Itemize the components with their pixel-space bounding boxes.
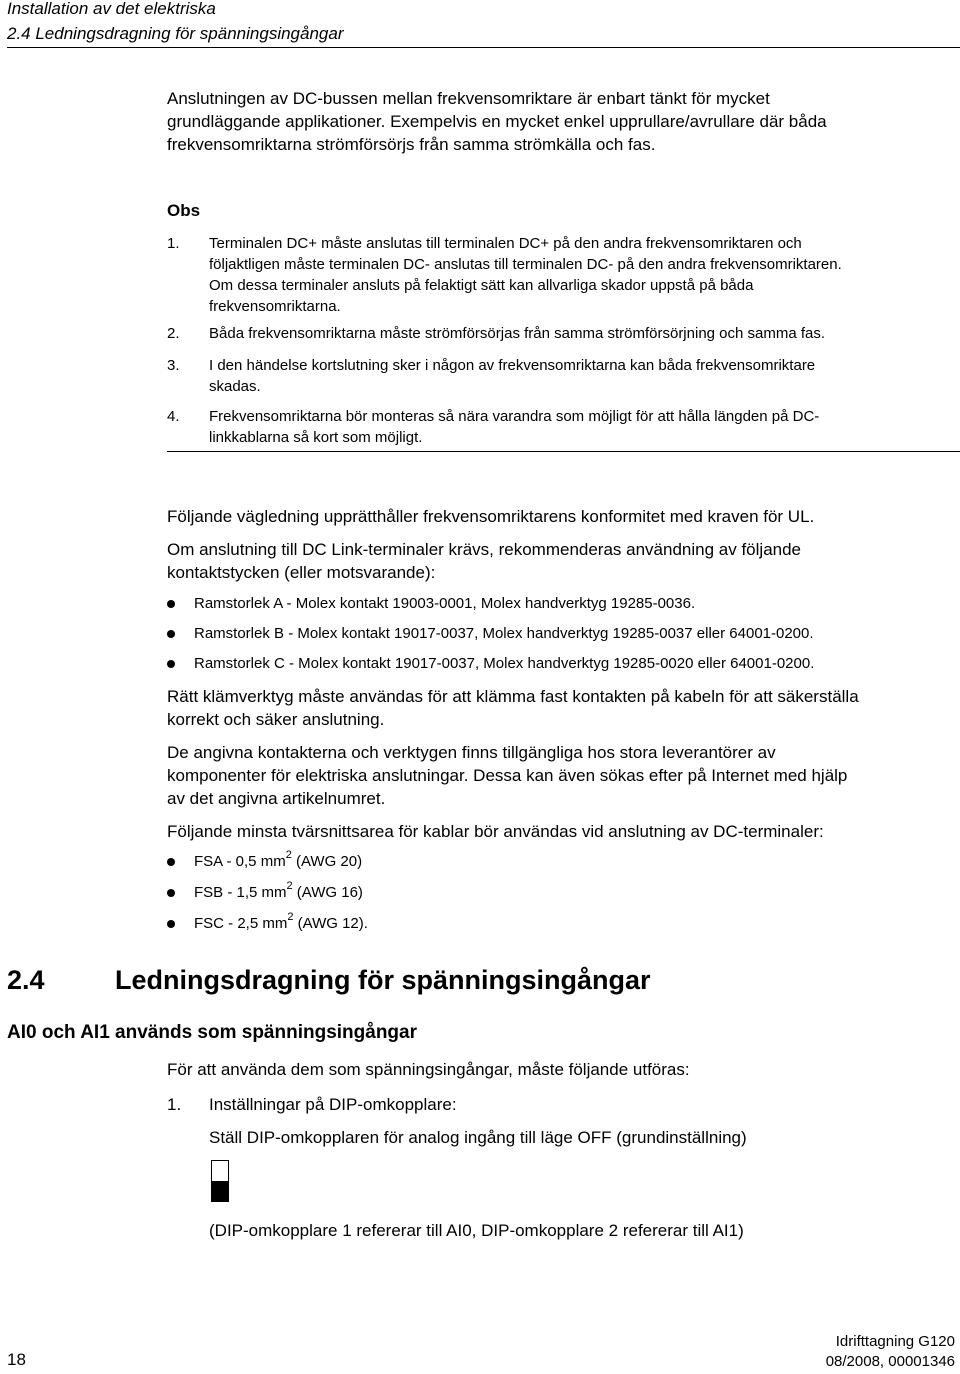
cable-item xyxy=(194,851,362,872)
cable-size: FSC - 2,5 mm xyxy=(194,915,288,932)
section-number: 2.4 xyxy=(7,965,45,995)
subheading: AI0 och AI1 används som spänningsingångar xyxy=(7,1022,417,1043)
obs-divider xyxy=(167,451,960,452)
cable-awg: (AWG 12). xyxy=(293,915,368,932)
crimp-tool-paragraph xyxy=(167,685,859,731)
obs-item-line: Frekvensomriktarna bör monteras så nära varandra som möjligt för att hålla längden på DC- xyxy=(209,408,820,425)
page-number: 18 xyxy=(7,1350,26,1369)
cable-unit-exponent: 2 xyxy=(285,849,292,861)
obs-item-number: 1. xyxy=(167,235,180,252)
connectors-intro-line: kontaktstycken (eller motsvarande): xyxy=(167,563,436,582)
bullet-icon xyxy=(167,660,175,668)
step-number: 1. xyxy=(167,1095,182,1114)
running-header-section: 2.4 Ledningsdragning för spänningsingångar xyxy=(7,24,344,43)
bullet-icon xyxy=(167,889,175,897)
obs-item-line: linkkablarna så kort som möjligt. xyxy=(209,429,423,446)
cable-awg: (AWG 16) xyxy=(292,884,363,901)
step-label: Inställningar på DIP-omkopplare: xyxy=(209,1095,457,1114)
crimp-line: korrekt och säker anslutning. xyxy=(167,710,385,729)
obs-item-line: följaktligen måste terminalen DC- anslutas till terminalen DC- på den andra frekvensomriktaren. xyxy=(209,256,842,273)
availability-paragraph xyxy=(167,741,847,810)
obs-title: Obs xyxy=(167,201,201,220)
obs-item-2 xyxy=(167,323,947,344)
cable-item xyxy=(194,913,368,934)
dip-switch-icon xyxy=(211,1160,229,1202)
intro-line: frekvensomriktarna strömförsörjs från samma strömkälla och fas. xyxy=(167,135,656,154)
obs-item-number: 4. xyxy=(167,408,180,425)
connectors-intro-line: Om anslutning till DC Link-terminaler krävs, rekommenderas användning av följande xyxy=(167,540,802,559)
cable-unit-exponent: 2 xyxy=(286,880,293,892)
obs-item-line: frekvensomriktarna. xyxy=(209,298,341,315)
dip-note: (DIP-omkopplare 1 refererar till AI0, DIP-omkopplare 2 refererar till AI1) xyxy=(209,1221,744,1240)
header-divider xyxy=(7,47,960,48)
running-header-chapter: Installation av det elektriska xyxy=(7,0,216,18)
obs-item-line: Båda frekvensomriktarna måste strömförsörjas från samma strömförsörjning och samma fas. xyxy=(209,325,826,342)
bullet-icon xyxy=(167,600,175,608)
intro-paragraph xyxy=(167,87,827,156)
section-intro: För att använda dem som spänningsingångar, måste följande utföras: xyxy=(167,1060,690,1079)
availability-line: De angivna kontakterna och verktygen finns tillgängliga hos stora leverantörer av xyxy=(167,743,776,762)
connectors-intro xyxy=(167,538,801,584)
obs-item-1 xyxy=(167,233,947,317)
ul-statement: Följande vägledning upprätthåller frekvensomriktarens konformitet med kraven för UL. xyxy=(167,507,815,526)
obs-item-line: skadas. xyxy=(209,378,261,395)
obs-item-3 xyxy=(167,355,947,397)
dip-switch-knob xyxy=(212,1181,228,1201)
obs-item-line: Om dessa terminaler ansluts på felaktigt sätt kan allvarliga skador uppstå på båda xyxy=(209,277,754,294)
connector-item: Ramstorlek C - Molex kontakt 19017-0037, Molex handverktyg 19285-0020 eller 64001-0200. xyxy=(194,655,815,672)
availability-line: komponenter för elektriska anslutningar. Dessa kan även sökas efter på Internet med hjälp xyxy=(167,766,848,785)
bullet-icon xyxy=(167,858,175,866)
intro-line: grundläggande applikationer. Exempelvis en mycket enkel upprullare/avrullare där båda xyxy=(167,112,827,131)
bullet-icon xyxy=(167,630,175,638)
step-instruction: Ställ DIP-omkopplaren för analog ingång till läge OFF (grundinställning) xyxy=(209,1128,747,1147)
footer-doc-date: 08/2008, 00001346 xyxy=(825,1353,955,1370)
cable-awg: (AWG 20) xyxy=(291,853,363,870)
connector-item: Ramstorlek B - Molex kontakt 19017-0037, Molex handverktyg 19285-0037 eller 64001-0200. xyxy=(194,625,814,642)
obs-item-number: 2. xyxy=(167,325,180,342)
bullet-icon xyxy=(167,920,175,928)
cable-item xyxy=(194,882,363,903)
cable-size: FSA - 0,5 mm xyxy=(194,853,286,870)
availability-line: av det angivna artikelnumret. xyxy=(167,789,386,808)
intro-line: Anslutningen av DC-bussen mellan frekvensomriktare är enbart tänkt för mycket xyxy=(167,89,770,108)
cable-unit-exponent: 2 xyxy=(287,911,294,923)
crimp-line: Rätt klämverktyg måste användas för att klämma fast kontakten på kabeln för att säkerställa xyxy=(167,687,859,706)
footer-doc-title: Idrifttagning G120 xyxy=(835,1333,955,1350)
section-title: Ledningsdragning för spänningsingångar xyxy=(115,965,651,995)
connector-item: Ramstorlek A - Molex kontakt 19003-0001, Molex handverktyg 19285-0036. xyxy=(194,595,696,612)
cross-section-intro: Följande minsta tvärsnittsarea för kablar bör användas vid anslutning av DC-terminaler: xyxy=(167,822,824,841)
obs-item-line: Terminalen DC+ måste anslutas till terminalen DC+ på den andra frekvensomriktaren och xyxy=(209,235,802,252)
cable-size: FSB - 1,5 mm xyxy=(194,884,287,901)
obs-item-number: 3. xyxy=(167,357,180,374)
obs-item-4 xyxy=(167,406,947,448)
obs-item-line: I den händelse kortslutning sker i någon av frekvensomriktarna kan båda frekvensomriktare xyxy=(209,357,816,374)
